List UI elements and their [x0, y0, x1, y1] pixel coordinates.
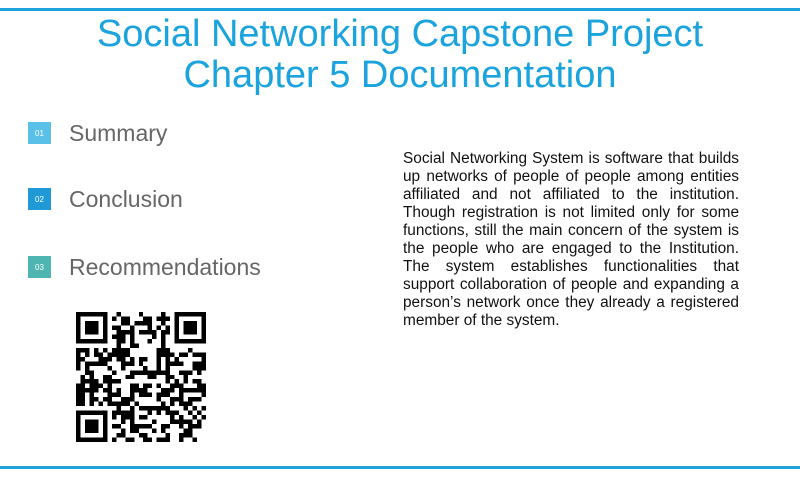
agenda-label: Recommendations [69, 253, 261, 280]
qr-code-icon [76, 312, 206, 442]
agenda-label: Summary [69, 119, 168, 146]
title-line-1: Social Networking Capstone Project [96, 13, 704, 55]
agenda-number-badge: 02 [28, 188, 51, 210]
agenda-item-summary[interactable] [28, 116, 167, 150]
agenda-item-recommendations[interactable] [28, 250, 261, 284]
agenda-number-badge: 01 [28, 122, 51, 144]
slide-title [0, 14, 800, 96]
agenda-item-conclusion[interactable] [28, 182, 183, 216]
summary-paragraph: Social Networking System is software that builds up networks of people of people among entities affiliated and not affiliated to the institution. Though registration is not limited only for some functions, still the main concern of the system is the people who are engaged to the Institution. The system establishes functionalities that support collaboration of people and expanding a person’s network once they already a registered member of the system. [403, 150, 739, 329]
title-line-2: Chapter 5 Documentation [183, 54, 617, 96]
bottom-divider [0, 466, 800, 469]
agenda-number-badge: 03 [28, 256, 51, 278]
agenda-label: Conclusion [69, 185, 183, 212]
top-divider [0, 8, 800, 11]
